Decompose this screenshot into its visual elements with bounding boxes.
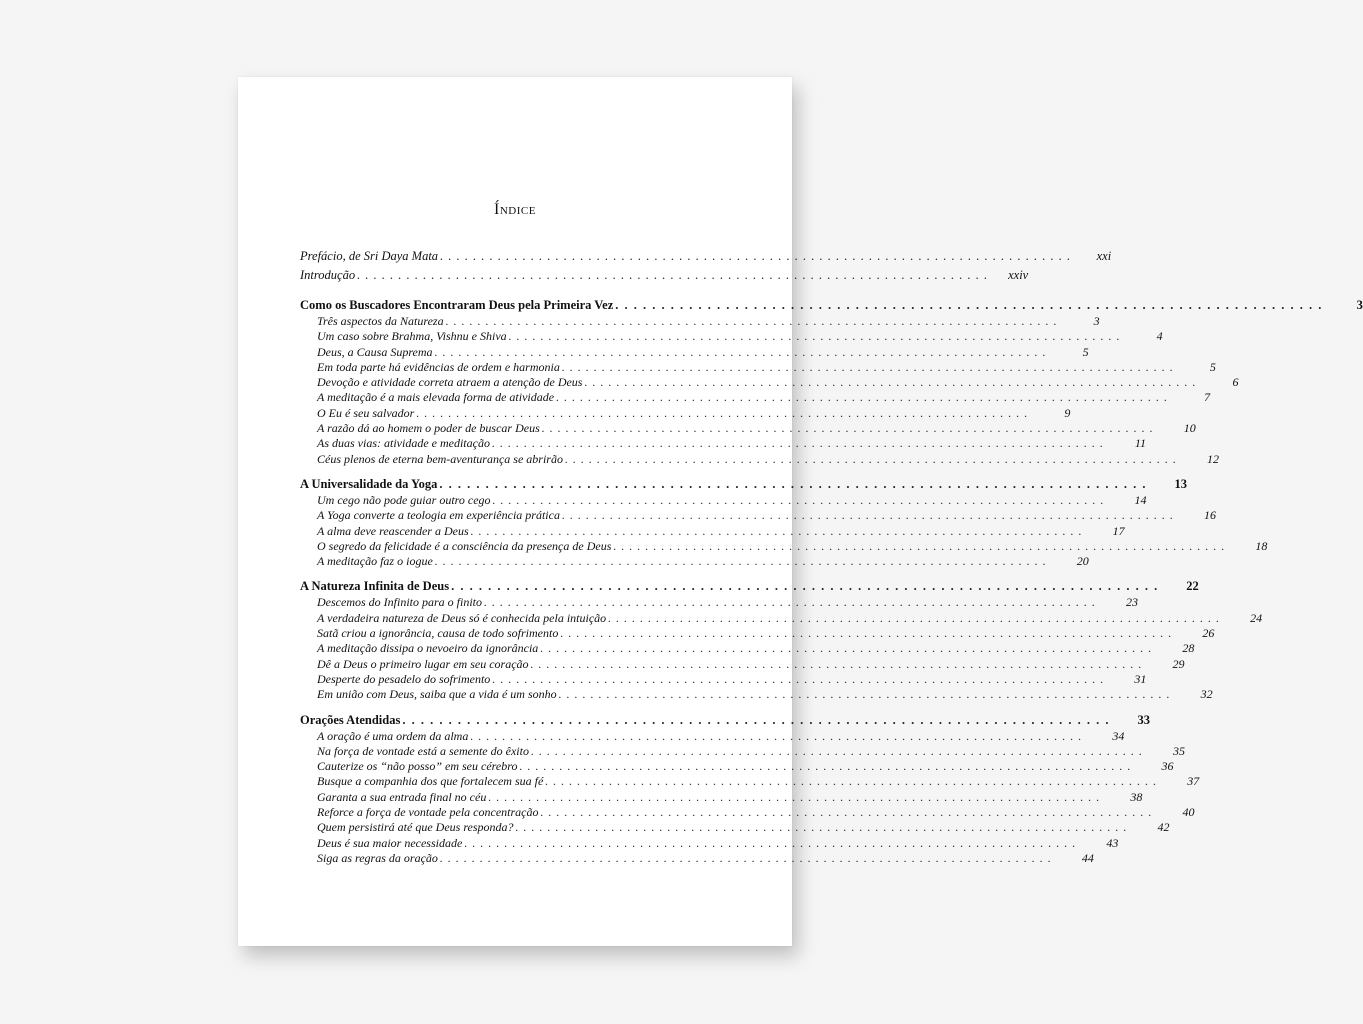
dot-leader: [516, 820, 1128, 835]
section-entry-page: 35: [1172, 743, 1185, 758]
section-entry: [300, 359, 1216, 375]
section-entry-label: A razão dá ao homem o poder de buscar Deus: [317, 421, 540, 436]
dot-leader: [545, 774, 1157, 789]
section-entry-page: 32: [1200, 687, 1213, 702]
dot-leader: [531, 744, 1143, 759]
dot-leader: [556, 390, 1168, 405]
section-entry-label: Busque a companhia dos que fortalecem sua fé: [317, 774, 544, 789]
section-entry-page: 16: [1203, 508, 1216, 523]
section-entry: [300, 344, 1089, 360]
section-entry: [300, 405, 1071, 421]
dot-leader: [559, 687, 1171, 702]
section-entry-page: 17: [1112, 523, 1125, 538]
chapter-list: [300, 297, 1363, 866]
chapter-entry-page: 33: [1137, 712, 1150, 727]
section-entry-page: 40: [1182, 805, 1195, 820]
section-entry: [300, 656, 1185, 672]
dot-leader: [440, 247, 1071, 266]
dot-leader: [509, 329, 1121, 344]
section-entry: [300, 508, 1216, 523]
chapter-entry-label: Orações Atendidas: [300, 712, 401, 727]
section-entry-page: 42: [1157, 820, 1170, 835]
section-entry-label: Deus, a Causa Suprema: [317, 344, 433, 359]
section-entry-page: 18: [1255, 538, 1268, 553]
section-entry: [300, 436, 1146, 451]
chapter-entry: [300, 712, 1150, 729]
section-entry-page: 44: [1081, 850, 1094, 865]
dot-leader: [584, 375, 1196, 390]
section-entry: [300, 421, 1196, 436]
section-entry: [300, 671, 1147, 687]
section-entry: [300, 610, 1263, 626]
section-entry-page: 14: [1134, 492, 1147, 507]
section-entry-label: Um cego não pode guiar outro cego: [317, 492, 491, 507]
section-entry-label: A meditação é a mais elevada forma de atividade: [317, 390, 555, 405]
dot-leader: [562, 508, 1174, 523]
dot-leader: [471, 524, 1083, 539]
dot-leader: [416, 406, 1028, 421]
dot-leader: [357, 266, 988, 285]
section-entry-page: 38: [1130, 789, 1143, 804]
dot-leader: [492, 436, 1104, 451]
section-entry-label: Em união com Deus, saiba que a vida é um sonho: [317, 687, 557, 702]
section-entry: [300, 375, 1239, 390]
dot-leader: [562, 360, 1174, 375]
section-entry-label: A meditação dissipa o nevoeiro da ignorância: [317, 641, 539, 656]
section-entry-label: Dê a Deus o primeiro lugar em seu coração: [317, 656, 529, 671]
dot-leader: [435, 345, 1047, 360]
section-entry-label: Céus plenos de eterna bem-aventurança se abrirão: [317, 451, 563, 466]
section-entry-page: 5: [1209, 359, 1216, 374]
section-entry-page: 20: [1076, 554, 1089, 569]
section-entry-label: O Eu é seu salvador: [317, 405, 415, 420]
section-entry-page: 43: [1106, 835, 1119, 850]
section-entry-label: Deus é sua maior necessidade: [317, 835, 463, 850]
front-matter-entry-page: xxi: [1096, 249, 1112, 263]
section-entry-page: 26: [1202, 626, 1215, 641]
section-entry: [300, 805, 1195, 820]
dot-leader: [464, 836, 1076, 851]
section-entry-page: 10: [1183, 421, 1196, 436]
front-matter-entry: [300, 247, 1112, 266]
section-entry: [300, 538, 1268, 554]
dot-leader: [613, 539, 1225, 554]
dot-leader: [488, 790, 1100, 805]
book-page: [238, 77, 1363, 946]
section-entry-label: Cauterize os “não posso” em seu cérebro: [317, 759, 518, 774]
section-entry-label: Na força de vontade está a semente do êxito: [317, 743, 529, 758]
dot-leader: [519, 759, 1131, 774]
section-entry-page: 37: [1187, 774, 1200, 789]
dot-leader: [540, 641, 1152, 656]
chapter-entry-page: 22: [1186, 579, 1199, 594]
chapter-entry: [300, 297, 1363, 314]
section-entry-page: 4: [1156, 329, 1163, 344]
section-entry-label: Devoção e atividade correta atraem a atenção de Deus: [317, 375, 583, 390]
section-entry: [300, 789, 1143, 805]
section-entry-label: As duas vias: atividade e meditação: [317, 436, 490, 451]
section-entry-page: 29: [1172, 656, 1185, 671]
section-entry-page: 28: [1182, 641, 1195, 656]
dot-leader: [608, 611, 1220, 626]
dot-leader: [435, 554, 1047, 569]
dot-leader: [615, 297, 1323, 314]
dot-leader: [446, 314, 1058, 329]
section-entry: [300, 641, 1195, 656]
section-entry-page: 31: [1134, 671, 1147, 686]
dot-leader: [402, 712, 1110, 729]
section-entry-label: Garanta a sua entrada final no céu: [317, 789, 487, 804]
section-entry-label: Quem persistirá até que Deus responda?: [317, 820, 514, 835]
section-entry: [300, 492, 1147, 508]
section-entry: [300, 835, 1119, 851]
section-entry-page: 34: [1112, 728, 1125, 743]
section-entry: [300, 850, 1094, 866]
section-entry: [300, 595, 1138, 610]
front-matter-entry-label: Introdução: [300, 267, 356, 282]
section-entry-page: 6: [1232, 375, 1239, 390]
section-entry-page: 3: [1093, 314, 1100, 328]
section-entry-label: Três aspectos da Natureza: [317, 314, 444, 328]
section-entry-page: 11: [1134, 436, 1146, 451]
section-entry-label: A alma deve reascender a Deus: [317, 523, 469, 538]
section-entry-page: 7: [1204, 390, 1211, 405]
section-entry: [300, 820, 1170, 835]
front-matter-entry-label: Prefácio, de Sri Daya Mata: [300, 249, 439, 263]
section-entry-label: Satã criou a ignorância, causa de todo sofrimento: [317, 626, 559, 641]
front-matter: [300, 247, 1112, 284]
dot-leader: [492, 672, 1104, 687]
section-entry: [300, 743, 1185, 759]
section-entry: [300, 554, 1089, 569]
section-entry-page: 5: [1082, 344, 1089, 359]
section-entry-label: Descemos do Infinito para o finito: [317, 595, 482, 610]
dot-leader: [493, 493, 1105, 508]
dot-leader: [451, 578, 1159, 595]
chapter-entry-page: 3: [1356, 298, 1363, 312]
section-entry: [300, 728, 1125, 744]
section-entry: [300, 314, 1100, 329]
section-entry: [300, 687, 1213, 702]
dot-leader: [484, 595, 1096, 610]
chapter-entry-label: A Natureza Infinita de Deus: [300, 579, 450, 594]
section-entry: [300, 451, 1219, 467]
section-entry-label: Um caso sobre Brahma, Vishnu e Shiva: [317, 329, 507, 344]
dot-leader: [470, 729, 1082, 744]
chapter-entry-label: A Universalidade da Yoga: [300, 476, 438, 491]
chapter-entry: [300, 578, 1199, 595]
section-entry-label: Desperte do pesadelo do sofrimento: [317, 671, 491, 686]
section-entry-label: O segredo da felicidade é a consciência da presença de Deus: [317, 538, 612, 553]
section-entry-page: 12: [1206, 451, 1219, 466]
front-matter-entry-page: xxiv: [1008, 267, 1029, 282]
section-entry-label: Em toda parte há evidências de ordem e harmonia: [317, 359, 560, 374]
section-entry: [300, 329, 1163, 344]
dot-leader: [531, 657, 1143, 672]
section-entry: [300, 759, 1174, 774]
section-entry: [300, 390, 1211, 405]
table-of-contents: [300, 247, 1363, 866]
section-entry: [300, 523, 1125, 539]
section-entry-page: 9: [1064, 405, 1071, 420]
dot-leader: [440, 851, 1052, 866]
chapter-entry-label: Como os Buscadores Encontraram Deus pela Primeira Vez: [300, 298, 614, 312]
chapter-entry: [300, 476, 1188, 493]
section-entry-page: 24: [1250, 610, 1263, 625]
dot-leader: [565, 452, 1177, 467]
section-entry-label: A Yoga converte a teologia em experiência prática: [317, 508, 560, 523]
section-entry: [300, 774, 1200, 789]
section-entry-label: A verdadeira natureza de Deus só é conhecida pela intuição: [317, 610, 607, 625]
section-entry-label: A oração é uma ordem da alma: [317, 728, 469, 743]
section-entry-label: Siga as regras da oração: [317, 850, 438, 865]
section-entry-page: 23: [1126, 595, 1138, 610]
chapter-entry-page: 13: [1174, 476, 1188, 491]
dot-leader: [560, 626, 1172, 641]
section-entry-label: Reforce a força de vontade pela concentração: [317, 805, 539, 820]
page-title: Índice: [494, 201, 536, 218]
dot-leader: [540, 805, 1152, 820]
front-matter-entry: [300, 266, 1029, 285]
section-entry-page: 36: [1161, 759, 1174, 774]
section-entry: [300, 626, 1215, 641]
section-entry-label: A meditação faz o iogue: [317, 554, 433, 569]
dot-leader: [542, 421, 1154, 436]
dot-leader: [439, 476, 1147, 493]
